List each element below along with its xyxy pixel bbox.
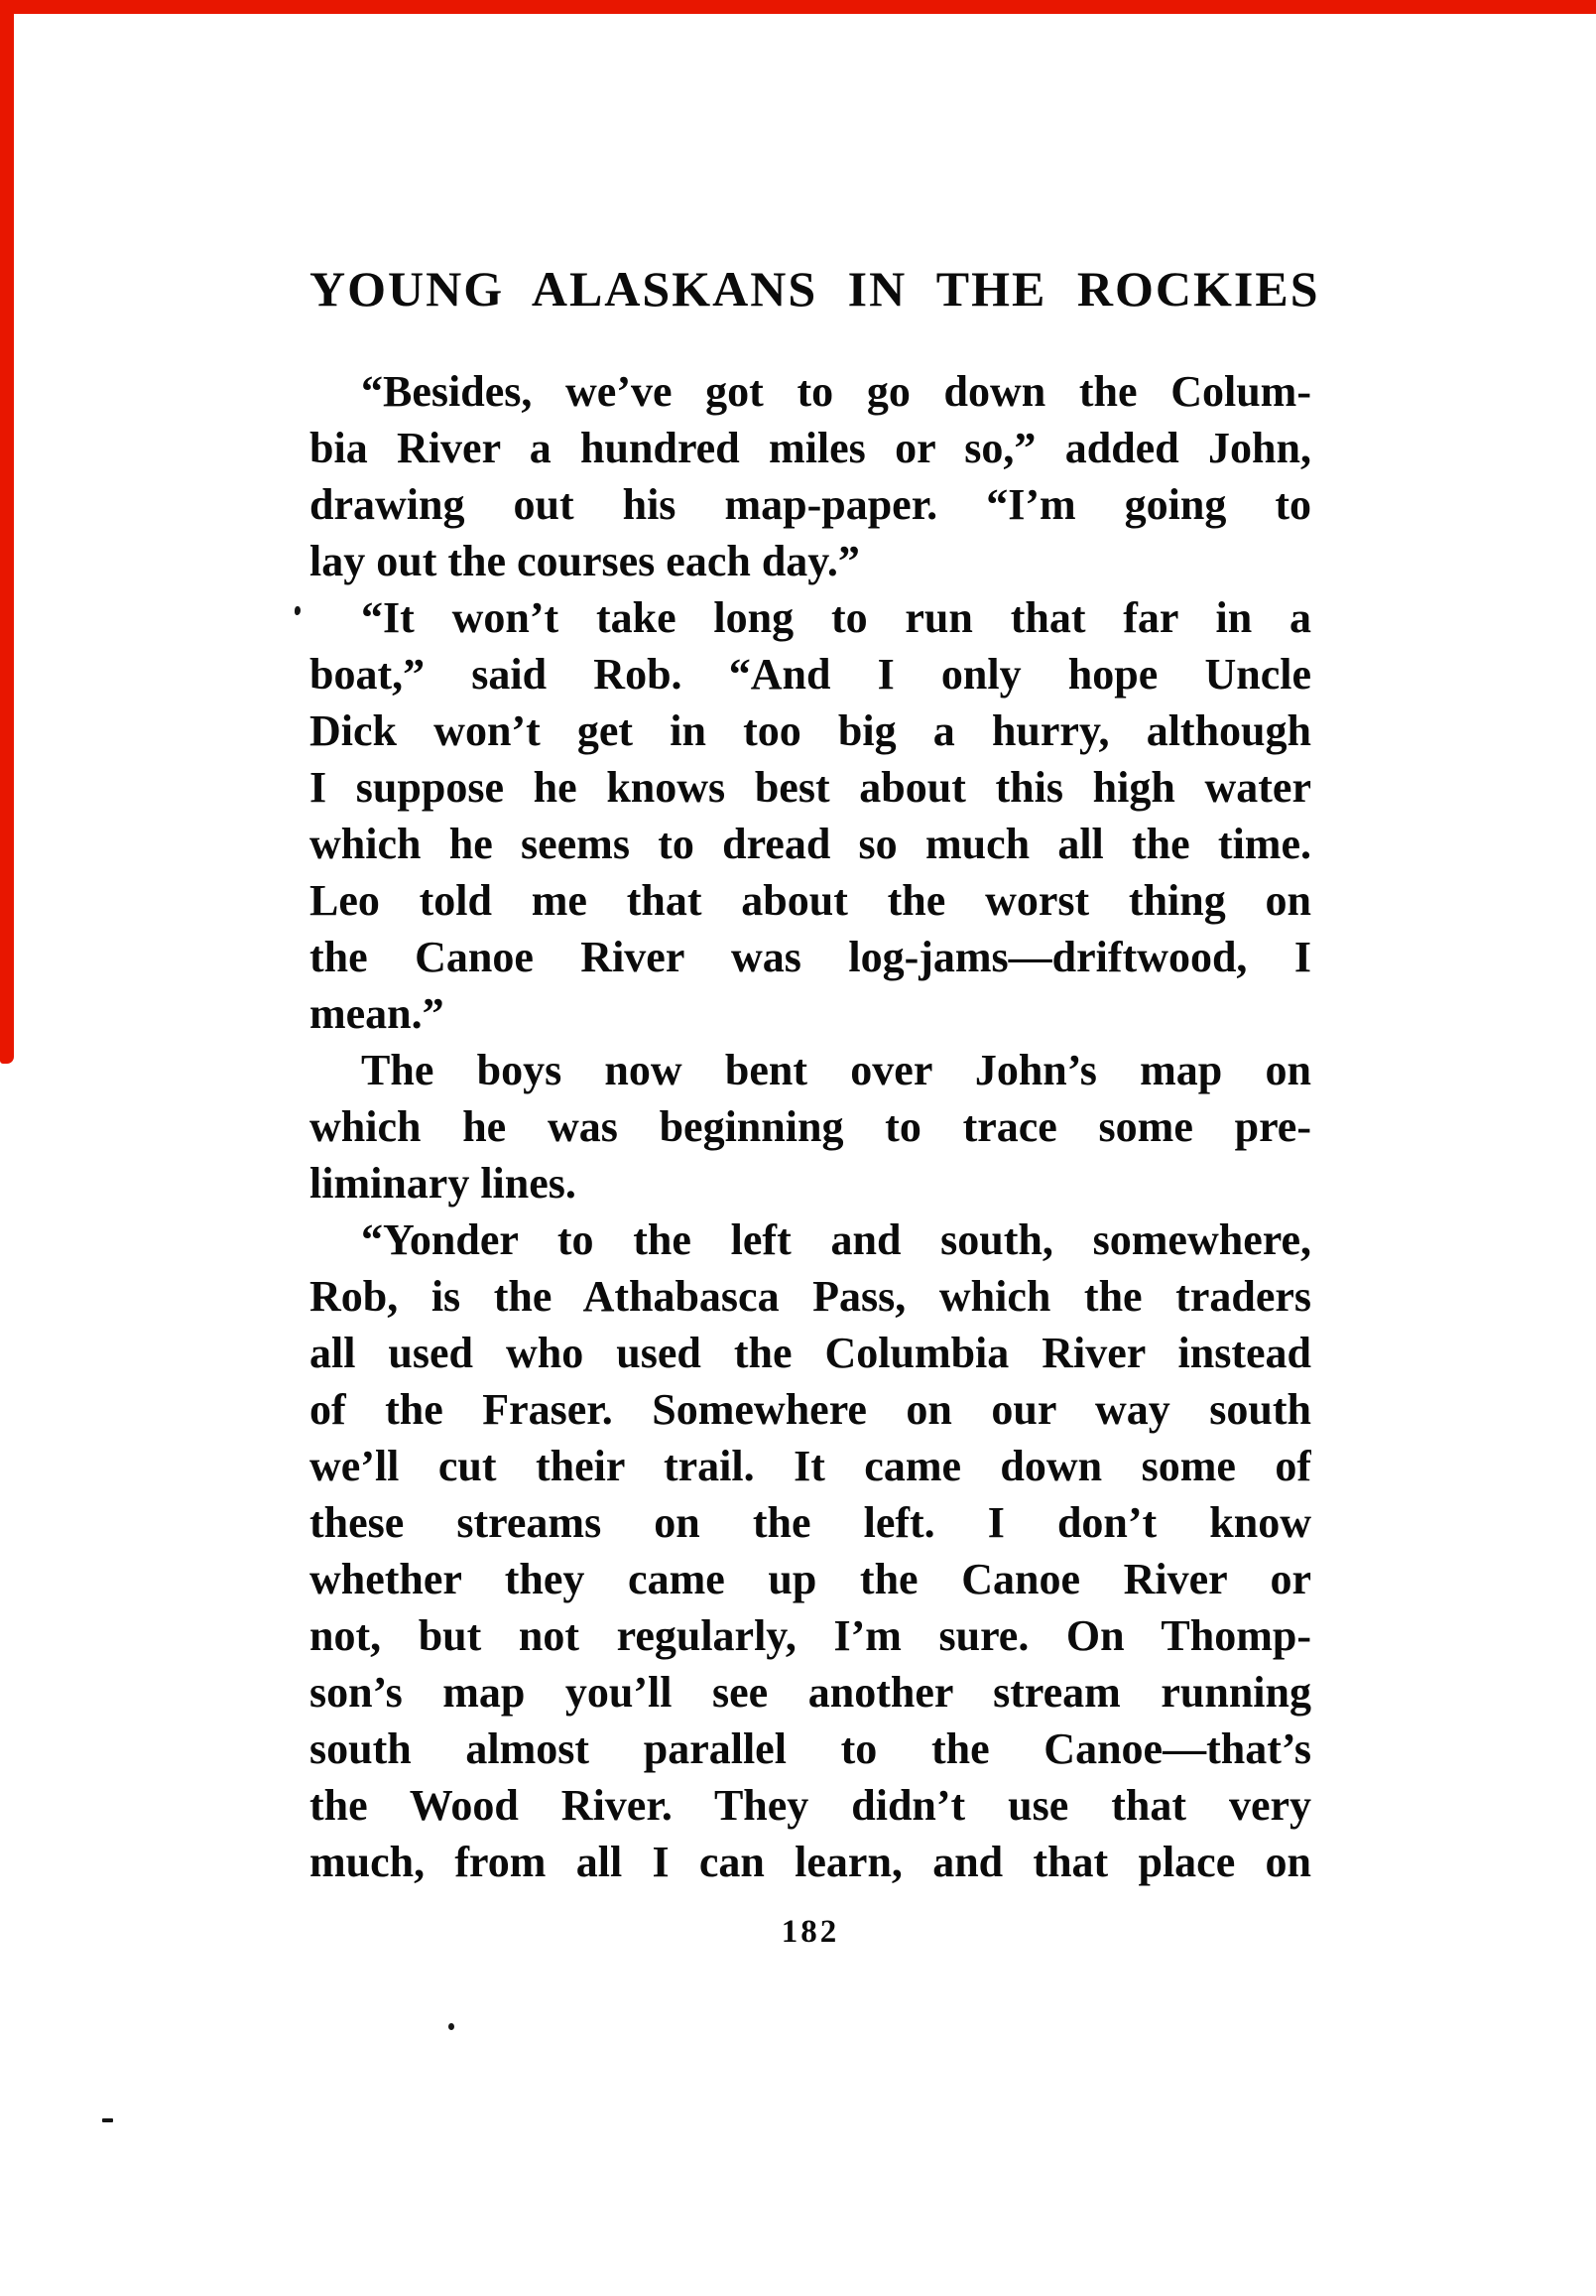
text-line: drawing out his map-paper. “I’m going to [309, 480, 1311, 529]
text-line: I suppose he knows best about this high water [309, 763, 1311, 812]
text-line: “Besides, we’ve got to go down the Colum- [361, 367, 1311, 416]
text-line: bia River a hundred miles or so,” added John, [309, 424, 1311, 472]
paragraph [309, 589, 1311, 1042]
text-line: which he seems to dread so much all the time. [309, 820, 1311, 868]
text-line: these streams on the left. I don’t know [309, 1498, 1311, 1547]
text-line: we’ll cut their trail. It came down some of [309, 1442, 1311, 1490]
text-line: mean.” [309, 989, 444, 1038]
text-line: Rob, is the Athabasca Pass, which the traders [309, 1272, 1311, 1321]
text-line: the Canoe River was log-jams—driftwood, I [309, 933, 1311, 981]
text-line: of the Fraser. Somewhere on our way south [309, 1385, 1311, 1434]
text-line: The boys now bent over John’s map on [361, 1046, 1311, 1094]
text-line: whether they came up the Canoe River or [309, 1555, 1311, 1603]
ink-speck-comma [295, 606, 301, 615]
paragraph [309, 363, 1311, 589]
paragraph [309, 1212, 1311, 1890]
page-number: 182 [781, 1914, 840, 1950]
text-line: Leo told me that about the worst thing on [309, 876, 1311, 925]
text-line: lay out the courses each day.” [309, 537, 860, 585]
running-head-title: YOUNG ALASKANS IN THE ROCKIES [309, 261, 1320, 317]
text-line: “Yonder to the left and south, somewhere, [361, 1215, 1311, 1264]
text-line: liminary lines. [309, 1159, 576, 1208]
text-line: boat,” said Rob. “And I only hope Uncle [309, 650, 1311, 699]
paragraphs-container [309, 363, 1311, 1890]
ink-speck-dash [102, 2118, 113, 2122]
text-line: “It won’t take long to run that far in a [361, 593, 1311, 642]
paragraph [309, 1042, 1311, 1212]
text-line: Dick won’t get in too big a hurry, although [309, 706, 1311, 755]
text-line: son’s map you’ll see another stream running [309, 1668, 1311, 1717]
text-line: all used who used the Columbia River instead [309, 1329, 1311, 1377]
text-column [309, 261, 1320, 1952]
text-line: much, from all I can learn, and that place on [309, 1838, 1311, 1886]
ink-speck-dot [448, 2023, 454, 2030]
text-line: south almost parallel to the Canoe—that’s [309, 1724, 1311, 1773]
scan-edge-left [0, 0, 14, 1064]
text-line: the Wood River. They didn’t use that very [309, 1781, 1311, 1830]
text-line: not, but not regularly, I’m sure. On Thomp- [309, 1611, 1311, 1660]
text-line: which he was beginning to trace some pre- [309, 1102, 1311, 1151]
scan-edge-top [0, 0, 1596, 14]
